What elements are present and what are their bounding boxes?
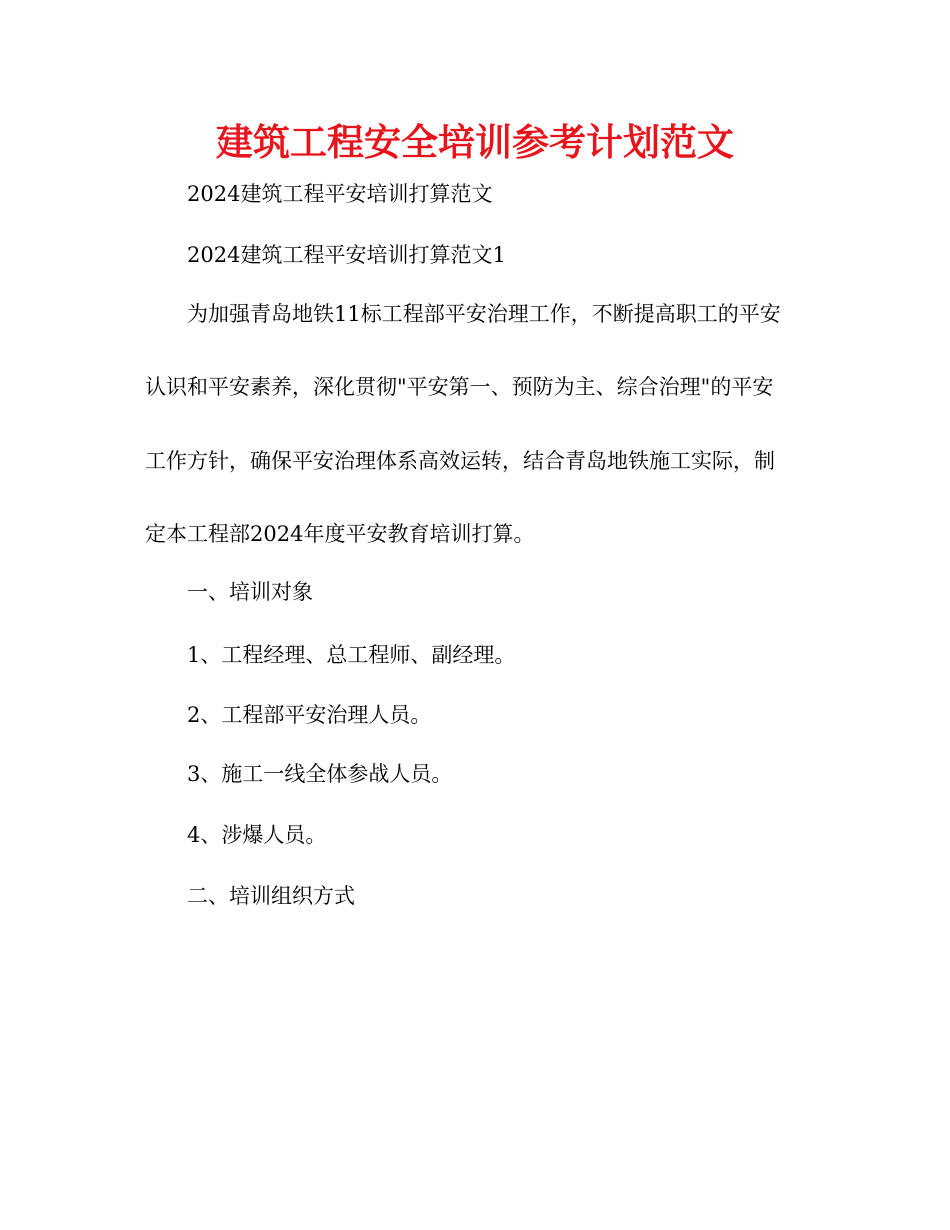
list-item: 4、涉爆人员。 — [187, 823, 327, 847]
list-item: 2、工程部平安治理人员。 — [187, 703, 432, 727]
document-title: 建筑工程安全培训参考计划范文 — [216, 121, 734, 164]
section-heading: 二、培训组织方式 — [187, 884, 355, 908]
paragraph-line: 定本工程部2024年度平安教育培训打算。 — [145, 522, 535, 546]
list-item: 3、施工一线全体参战人员。 — [187, 762, 453, 786]
paragraph-line: 认识和平安素养，深化贯彻"平安第一、预防为主、综合治理"的平安 — [145, 375, 774, 399]
paragraph-line: 为加强青岛地铁11标工程部平安治理工作，不断提高职工的平安 — [187, 302, 781, 326]
paragraph-line: 工作方针，确保平安治理体系高效运转，结合青岛地铁施工实际，制 — [145, 449, 775, 473]
section-heading: 一、培训对象 — [187, 580, 313, 604]
subtitle-line-numbered: 2024建筑工程平安培训打算范文1 — [187, 243, 506, 267]
subtitle-line: 2024建筑工程平安培训打算范文 — [187, 182, 493, 206]
list-item: 1、工程经理、总工程师、副经理。 — [187, 643, 516, 667]
